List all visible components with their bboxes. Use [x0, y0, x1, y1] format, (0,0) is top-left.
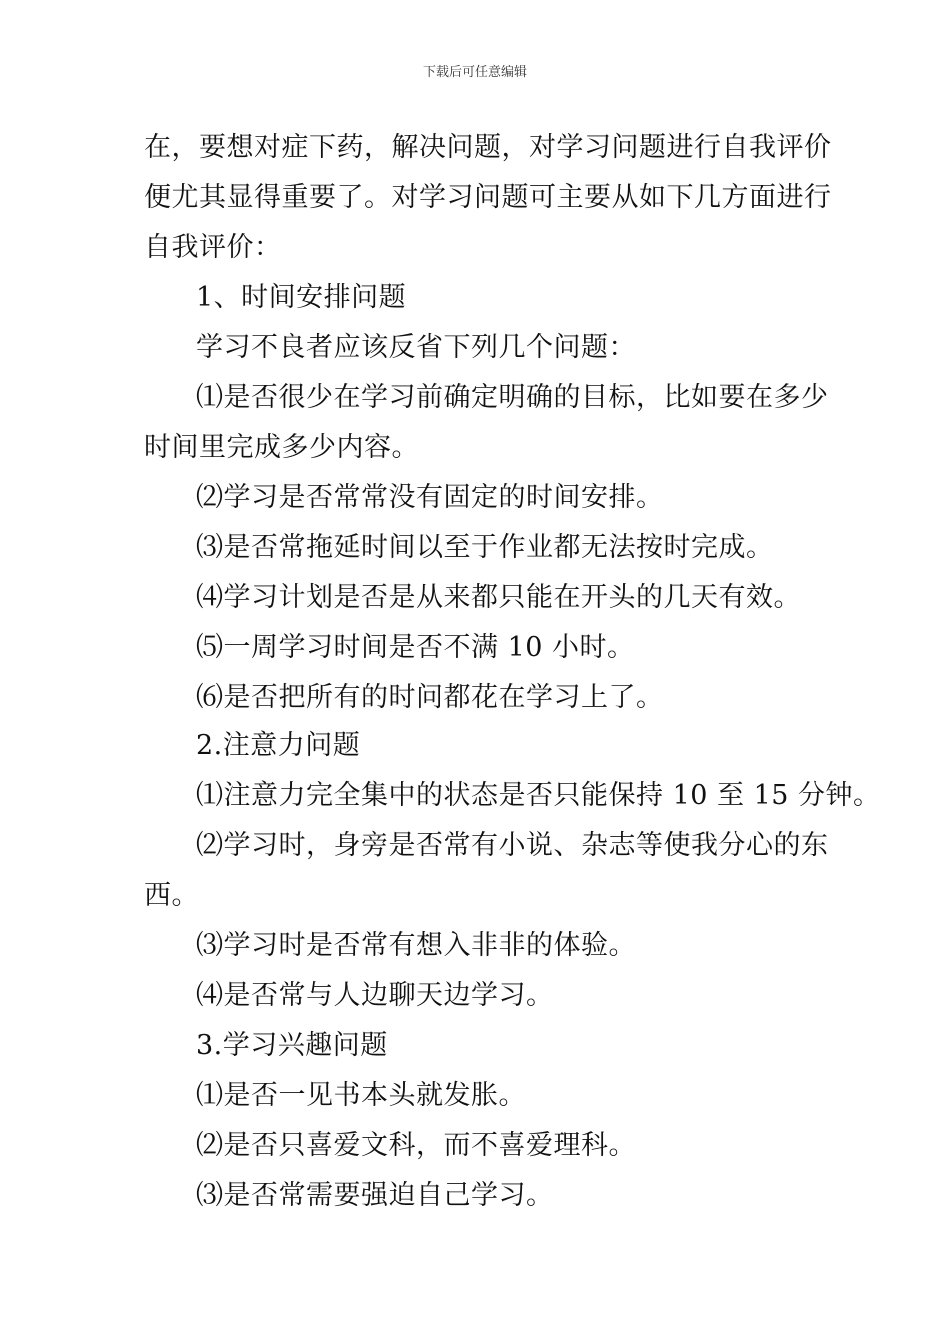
- list-item: ⑹是否把所有的时问都花在学习上了。: [196, 682, 664, 713]
- section-heading: 2.注意力问题: [196, 730, 361, 761]
- section-heading: 3.学习兴趣问题: [196, 1030, 388, 1061]
- list-item: ⑵是否只喜爱文科，而不喜爱理科。: [196, 1130, 636, 1161]
- list-item: ⑷是否常与人边聊天边学习。: [196, 980, 554, 1011]
- list-item: ⑵学习是否常常没有固定的时间安排。: [196, 482, 664, 513]
- list-item-continuation: 西。: [144, 880, 199, 911]
- paragraph-line: 便尤其显得重要了。对学习问题可主要从如下几方面进行: [144, 182, 832, 213]
- section-heading: 1、时间安排问题: [196, 282, 407, 313]
- list-item: ⑸一周学习时间是否不满 10 小时。: [196, 632, 635, 663]
- list-item: ⑷学习计划是否是从来都只能在开头的几天有效。: [196, 582, 801, 613]
- list-item: ⑴是否很少在学习前确定明确的目标，比如要在多少: [196, 382, 829, 413]
- list-item: ⑵学习时，身旁是否常有小说、杂志等使我分心的东: [196, 830, 829, 861]
- list-item: ⑶是否常拖延时间以至于作业都无法按时完成。: [196, 532, 774, 563]
- list-item: ⑶是否常需要强迫自己学习。: [196, 1180, 554, 1211]
- page-header: 下载后可任意编辑: [422, 65, 527, 80]
- paragraph-line: 自我评价：: [144, 232, 282, 263]
- list-item: ⑴注意力完全集中的状态是否只能保持 10 至 15 分钟。: [196, 780, 881, 811]
- list-item: ⑴是否一见书本头就发胀。: [196, 1080, 526, 1111]
- paragraph-line: 学习不良者应该反省下列几个问题：: [196, 332, 636, 363]
- paragraph-line: 在，要想对症下药，解决问题，对学习问题进行自我评价: [144, 132, 832, 163]
- list-item-continuation: 时间里完成多少内容。: [144, 432, 419, 463]
- list-item: ⑶学习时是否常有想入非非的体验。: [196, 930, 636, 961]
